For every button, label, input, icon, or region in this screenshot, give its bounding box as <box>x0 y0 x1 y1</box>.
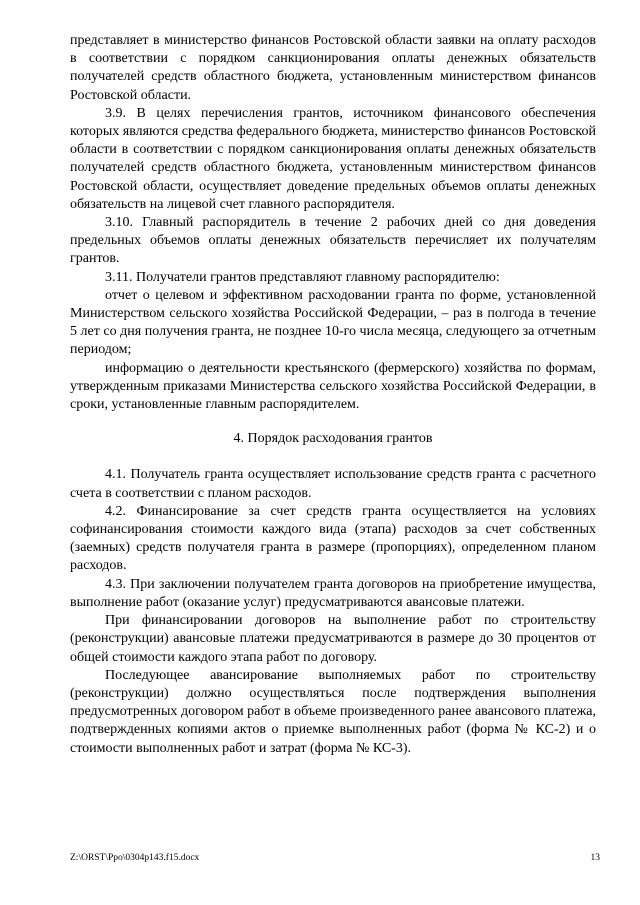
paragraph-3-11: 3.11. Получатели грантов представляют главному распорядителю: <box>105 269 500 285</box>
paragraph-subsequent-advance: Последующее авансирование выполняемых работ по строительству (реконструкции) должно осуществляться после подтверждения выполнения предусмотренных договором работ в объеме произведенного ранее авансового платежа, подтвержденных копиями актов о приемке выполненных работ (форма № КС-2) и о стоимости выполненных работ и затрат (форма № КС-3). <box>70 667 596 756</box>
footer-page-number: 13 <box>590 853 600 863</box>
page-footer <box>70 853 600 863</box>
paragraph-advance-limit: При финансировании договоров на выполнение работ по строительству (реконструкции) авансовые платежи предусматриваются в размере до 30 процентов от общей стоимости каждого этапа работ по договору. <box>70 613 596 665</box>
paragraph-continuation: представляет в министерство финансов Ростовской области заявки на оплату расходов в соответствии с порядком санкционирования оплаты денежных обязательств получателей средств областного бюджета, установленным министерством финансов Ростовской области. <box>70 33 596 103</box>
footer-file-path: Z:\ORST\Ppo\0304p143.f15.docx <box>70 853 200 863</box>
section-heading: 4. Порядок расходования грантов <box>233 431 433 447</box>
document-body <box>70 32 596 758</box>
paragraph-4-1: 4.1. Получатель гранта осуществляет использование средств гранта с расчетного счета в соответствии с планом расходов. <box>70 467 596 501</box>
paragraph-3-9: 3.9. В целях перечисления грантов, источником финансового обеспечения которых являются средства федерального бюджета, министерство финансов Ростовской области в соответствии с порядком санкционирования оплаты денежных обязательств получателей средств областного бюджета, установленным министерством финансов Ростовской области, осуществляет доведение предельных объемов оплаты денежных обязательств на лицевой счет главного распорядителя. <box>70 105 596 212</box>
paragraph-report-item: отчет о целевом и эффективном расходовании гранта по форме, установленной Министерством сельского хозяйства Российской Федерации, – раз в полгода в течение 5 лет со дня получения гранта, не позднее 10-го числа месяца, следующего за отчетным периодом; <box>70 287 596 358</box>
paragraph-3-10: 3.10. Главный распорядитель в течение 2 рабочих дней со дня доведения предельных объемов оплаты денежных обязательств перечисляет их получателям грантов. <box>70 215 596 267</box>
paragraph-4-3: 4.3. При заключении получателем гранта договоров на приобретение имущества, выполнение работ (оказание услуг) предусматриваются авансовые платежи. <box>70 576 596 610</box>
paragraph-4-2: 4.2. Финансирование за счет средств гранта осуществляется на условиях софинансирования стоимости каждого вида (этапа) расходов за счет собственных (заемных) средств получателя гранта в размере (пропорциях), определенном планом расходов. <box>70 503 596 574</box>
paragraph-information-item: информацию о деятельности крестьянского (фермерского) хозяйства по формам, утвержденным приказами Министерства сельского хозяйства Российской Федерации, в сроки, установленные главным распорядителем. <box>70 360 596 413</box>
